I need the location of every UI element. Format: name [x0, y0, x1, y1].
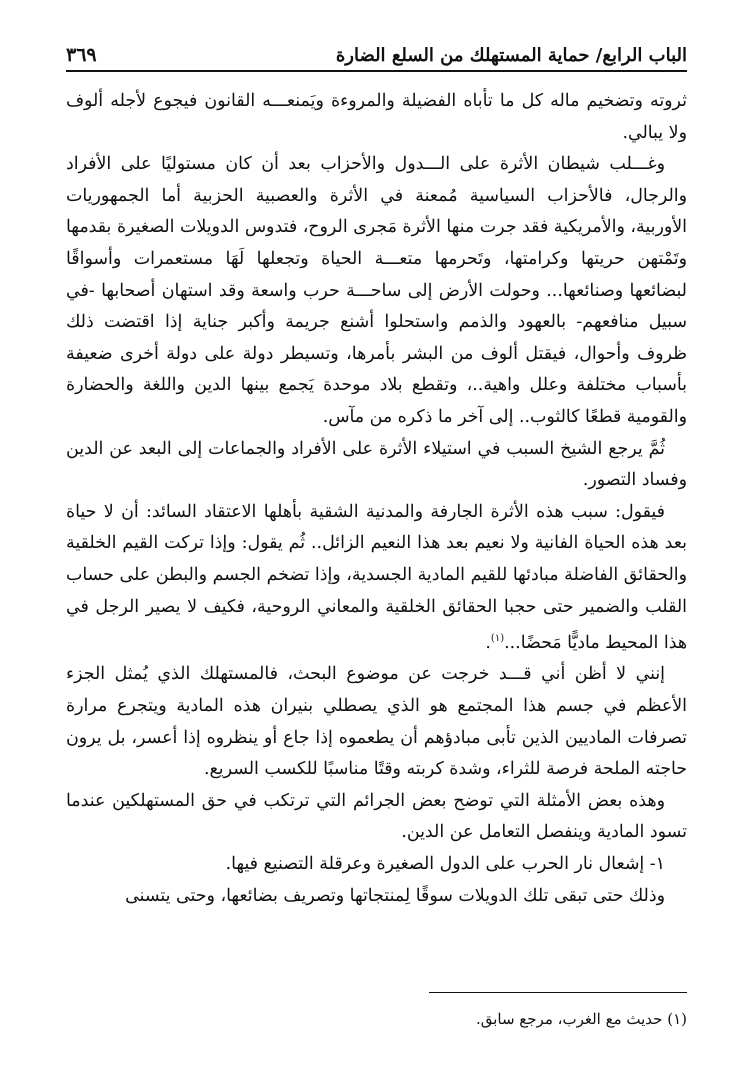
- paragraph-3: ثُمَّ يرجع الشيخ السبب في استيلاء الأثرة على الأفراد والجماعات إلى البعد عن الدين وفساد التصور.: [66, 438, 687, 491]
- paragraph-6: وهذه بعض الأمثلة التي توضح بعض الجرائم التي ترتكب في حق المستهلكين عندما تسود المادية وينفصل التعامل عن الدين.: [66, 790, 687, 843]
- paragraph-5: إنني لا أظن أني قـــد خرجت عن موضوع البحث، فالمستهلك الذي يُمثل الجزء الأعظم في جسم هذا المجتمع هو الذي يصطلي بنيران هذه المادية ويتجرع مرارة تصرفات الماديين الذين تأبى مبادؤهم أن يطعموه إذا جاع أو ينظروه إذا أعسر، بل يرون حاجته الملحة فرصة للثراء، وشدة كربته وقتًا مناسبًا للكسب السريع.: [66, 664, 687, 780]
- paragraph-4-end: .: [485, 632, 491, 653]
- paragraph-1: ثروته وتضخيم ماله كل ما تأباه الفضيلة والمروءة ويَمنعـــه القانون فيجوع لأجله ألوف ولا يبالي.: [66, 91, 687, 143]
- footnote-divider: [429, 992, 687, 993]
- paragraph-4: [66, 497, 687, 660]
- paragraph-8: وذلك حتى تبقى تلك الدويلات سوقًا لِمنتجاتها وتصريف بضائعها، وحتى يتسنى: [125, 885, 665, 906]
- paragraph-2: وغـــلب شيطان الأثرة على الـــدول والأحزاب بعد أن كان مستوليًا على الأفراد والرجال، فالأحزاب السياسية مُمعنة في الأثرة والعصبية الحزبية أما الجمهوريات الأوربية، والأمريكية فقد جرت منها الأثرة مَجرى الروح، فتدوس الدويلات الصغيرة بقدمها وتَمْتهن حريتها وكرامتها، وتَحرمها متعـــة الحياة وتجعلها لَهَا مستعمرات وأسواقًا لبضائعها وصنائعها... وحولت الأرض إلى ساحـــة حرب واسعة وقد استهان أصحابها -في سبيل منافعهم- بالعهود والذمم واستحلوا أشنع جريمة وأكبر جناية إذا اقتضت ذلك ظروف وأحوال، فيقتل ألوف من البشر بأمرها، وتسيطر دولة على دولة أخرى ضعيفة بأسباب مختلفة وعلل واهية..، وتقطع بلاد موحدة يَجمع بينها الدين واللغة والحضارة والقومية قطعًا كالثوب.. إلى آخر ما ذكره من مآس.: [66, 154, 687, 427]
- page-number: ٣٦٩: [66, 44, 97, 66]
- running-header: [66, 38, 687, 72]
- footnote: (١) حديث مع الغرب، مرجع سابق.: [475, 1010, 687, 1028]
- footnote-marker: (١): [490, 633, 505, 645]
- paragraph-7: ١- إشعال نار الحرب على الدول الصغيرة وعرقلة التصنيع فيها.: [225, 854, 665, 875]
- paragraph-4-text: فيقول: سبب هذه الأثرة الجارفة والمدنية الشقية بأهلها الاعتقاد السائد: أن لا حياة بعد هذه الحياة الفانية ولا نعيم بعد هذا النعيم الزائل.. ثُم يقول: وإذا تركت القيم الخلقية والحقائق الفاضلة مبادئها للقيم المادية الجسدية، وإذا تضخم الجسم والبطن على حساب القلب والضمير حتى حجبا الحقائق الخلقية والمعاني الروحية، فكيف لا يصير الرجل في هذا المحيط ماديًّا مَحضًا...: [66, 501, 687, 653]
- body-text: [66, 86, 687, 912]
- header-title: الباب الرابع/ حماية المستهلك من السلع الضارة: [335, 45, 687, 66]
